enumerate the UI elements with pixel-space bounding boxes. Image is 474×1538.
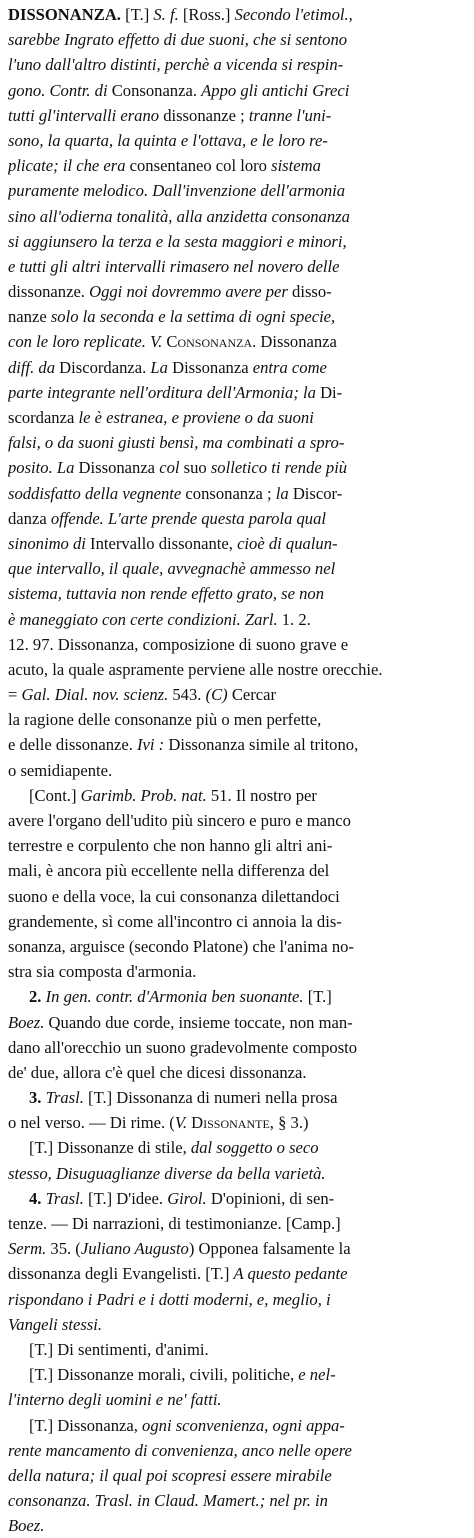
text-run: con le loro replicate. V. xyxy=(8,332,163,352)
entry-line xyxy=(8,808,469,833)
entry-line xyxy=(8,682,469,707)
text-run: Gal. Dial. nov. scienz. xyxy=(21,685,169,705)
entry-line xyxy=(8,607,469,632)
text-run: Boez. xyxy=(8,1516,45,1536)
entry-line xyxy=(8,531,469,556)
text-run: ogni sconvenienza, ogni appa- xyxy=(142,1415,345,1435)
text-run: consentaneo col loro xyxy=(125,156,272,176)
text-run: solo la seconda e la settima di ogni specie, xyxy=(50,307,336,327)
text-run: [T.] Dissonanze morali, civili, politiche, xyxy=(29,1365,299,1385)
text-run: Consonanza xyxy=(166,332,253,352)
text-run: [T.] Dissonanza, xyxy=(29,1415,143,1435)
text-run: tutti gl'intervalli erano xyxy=(8,105,160,125)
text-run: 543. xyxy=(168,685,206,705)
text-run: mali, è ancora più eccellente nella differenza del xyxy=(8,861,330,881)
text-run: l'interno degli uomini e ne' fatti. xyxy=(8,1390,222,1410)
text-run: sinonimo di xyxy=(8,533,86,553)
text-run: Ivi : xyxy=(137,735,165,755)
text-run: danza xyxy=(8,508,51,528)
text-run: tenze. — Di narrazioni, di testimonianze. [Camp.] xyxy=(8,1214,341,1233)
text-run: Serm. xyxy=(8,1239,47,1259)
text-run: Dissonanza xyxy=(74,458,160,478)
text-run: Juliano Augusto xyxy=(80,1239,189,1259)
text-run: gono. Contr. di xyxy=(8,80,108,100)
text-run: stesso, Disuguaglianze diverse da bella varietà. xyxy=(8,1163,326,1183)
entry-line xyxy=(8,1186,469,1211)
entry-line xyxy=(8,380,469,405)
entry-line xyxy=(8,556,469,581)
text-run: stra sia composta d'armonia. xyxy=(8,962,197,982)
entry-line xyxy=(8,254,469,279)
entry-line xyxy=(8,884,469,909)
entry-line xyxy=(8,128,469,153)
text-run: DISSONANZA. xyxy=(8,5,121,24)
text-run: [T.] D'idee. xyxy=(83,1188,168,1208)
text-run: S. f. xyxy=(153,5,179,24)
text-run: , § 3.) xyxy=(269,1113,309,1133)
text-run: Oggi noi dovremmo avere per xyxy=(89,282,288,302)
entry-line xyxy=(8,1010,469,1035)
text-run: disso- xyxy=(287,282,332,302)
entry-line xyxy=(8,78,469,103)
text-run: [T.] Dissonanze di stile, xyxy=(29,1138,191,1158)
text-run: (C) xyxy=(205,685,228,705)
text-run: sarebbe Ingrato effetto di due suoni, che si sentono xyxy=(8,30,348,50)
entry-line xyxy=(8,27,469,52)
text-run: D'opinioni, di sen- xyxy=(206,1188,335,1208)
text-run: puramente melodico. Dall'invenzione dell'armonia xyxy=(8,181,346,201)
entry-line xyxy=(8,758,469,783)
text-run: 1. 2. xyxy=(277,609,311,629)
text-run: o nel verso. — Di rime. ( xyxy=(8,1113,175,1133)
text-run: sistema, tuttavia non rende effetto grato, se non xyxy=(8,584,325,604)
text-run: entra come xyxy=(252,357,327,377)
entry-line xyxy=(8,783,469,808)
entry-line xyxy=(8,858,469,883)
text-run: de' due, allora c'è quel che dicesi dissonanza. xyxy=(8,1062,307,1082)
text-run: Cercar xyxy=(227,685,277,705)
text-run: Dissonante xyxy=(191,1113,270,1133)
text-run: 51. Il nostro per xyxy=(206,785,317,805)
entry-line xyxy=(8,959,469,984)
text-run: posito. La xyxy=(8,458,75,478)
text-run: sono, la quarta, la quinta e l'ottava, e le loro re- xyxy=(8,130,328,150)
entry-line xyxy=(8,1135,469,1160)
text-run: l'uno dall'altro distinti, perchè a vicenda si respin- xyxy=(8,55,344,75)
entry-line xyxy=(8,1362,469,1387)
text-run: e tutti gli altri intervalli rimasero nel novero delle xyxy=(8,256,340,276)
entry-line xyxy=(8,632,469,657)
entry-line xyxy=(8,329,469,354)
text-run: Consonanza. xyxy=(107,80,202,100)
text-run: grandemente, sì come all'incontro ci annoia la dis- xyxy=(8,911,342,931)
text-run: le è estranea, e proviene o da suoni xyxy=(78,408,314,427)
text-run: sino all'odierna tonalità, alla anzidetta consonanza xyxy=(8,206,350,226)
text-run: plicate; il che era xyxy=(8,156,126,176)
entry-line xyxy=(8,355,469,380)
text-run: Trasl. xyxy=(45,1088,84,1108)
entry-line xyxy=(8,430,469,455)
text-run: [Ross.] xyxy=(178,5,235,24)
text-run: [T.] Di sentimenti, d'animi. xyxy=(29,1339,209,1359)
entry-line xyxy=(8,1261,469,1286)
text-run: dano all'orecchio un suono gradevolmente composto xyxy=(8,1037,358,1057)
text-run: Quando due corde, insieme toccate, non man- xyxy=(44,1012,353,1032)
text-run: que intervallo, il quale, avvegnachè ammesso nel xyxy=(8,559,336,579)
text-run: parte integrante nell'orditura dell'Armonia; la xyxy=(8,382,316,402)
text-run: rispondano i Padri e i dotti moderni, e, meglio, i xyxy=(8,1289,331,1309)
text-run: si aggiunsero la terza e la sesta maggiori e minori, xyxy=(8,231,347,251)
entry-line xyxy=(8,657,469,682)
text-run: sonanza, arguisce (secondo Platone) che l'anima no- xyxy=(8,936,354,956)
text-run: Girol. xyxy=(167,1188,207,1208)
text-run: V. xyxy=(174,1113,187,1133)
text-run: rente mancamento di convenienza, anco nelle opere xyxy=(8,1440,352,1460)
entry-line xyxy=(8,2,469,27)
text-run: cioè di qualun- xyxy=(237,533,338,553)
text-run: avere l'organo dell'udito più sincero e puro e manco xyxy=(8,811,351,830)
text-run: offende. L'arte prende questa parola qual xyxy=(50,508,327,528)
text-run: tranne l'uni- xyxy=(248,105,332,125)
text-run: Appo gli antichi Greci xyxy=(201,80,350,100)
text-run: 3. xyxy=(29,1088,46,1108)
text-run: e nel- xyxy=(298,1365,336,1385)
text-run: [Cont.] xyxy=(29,785,81,805)
text-run: diff. da xyxy=(8,357,56,377)
text-run: Dissonanza xyxy=(167,357,253,377)
text-run: Trasl. xyxy=(45,1188,84,1208)
entry-line xyxy=(8,1211,469,1236)
text-run: La xyxy=(150,357,168,377)
text-run: terrestre e corpulento che non hanno gli altri ani- xyxy=(8,836,333,856)
text-run: della natura; il qual poi scopresi essere mirabile xyxy=(8,1465,332,1485)
entry-line xyxy=(8,984,469,1009)
text-run: 35. ( xyxy=(46,1239,81,1259)
text-run: sistema xyxy=(271,156,321,176)
text-run: Discor- xyxy=(288,483,343,503)
text-run: scordanza xyxy=(8,408,79,427)
entry-line xyxy=(8,178,469,203)
entry-line xyxy=(8,1438,469,1463)
entry-line xyxy=(8,1513,469,1538)
entry-line xyxy=(8,103,469,128)
entry-line xyxy=(8,909,469,934)
text-run: Vangeli stessi. xyxy=(8,1314,103,1334)
entry-line xyxy=(8,204,469,229)
text-run: Di- xyxy=(315,382,343,402)
text-run: soddisfatto della vegnente xyxy=(8,483,182,503)
text-run: Discordanza. xyxy=(55,357,151,377)
entry-line xyxy=(8,1287,469,1312)
entry-line xyxy=(8,1413,469,1438)
text-run: la ragione delle consonanze più o men perfette, xyxy=(8,710,322,730)
text-run: ) Opponea falsamente la xyxy=(188,1239,351,1259)
text-run: solletico ti rende più xyxy=(210,458,348,478)
text-run: o semidiapente. xyxy=(8,760,113,780)
entry-line xyxy=(8,1337,469,1362)
text-run: Boez. xyxy=(8,1012,45,1032)
entry-line xyxy=(8,1110,469,1135)
entry-line xyxy=(8,229,469,254)
entry-line xyxy=(8,1463,469,1488)
text-run: dissonanze ; xyxy=(159,105,249,125)
text-run: suono e della voce, la cui consonanza dilettandoci xyxy=(8,886,340,906)
text-run: consonanza. Trasl. in Claud. Mamert.; nel pr. in xyxy=(8,1491,328,1511)
text-run: dissonanza degli Evangelisti. [T.] xyxy=(8,1264,234,1284)
entry-line xyxy=(8,732,469,757)
text-run: Garimb. Prob. nat. xyxy=(80,785,207,805)
entry-line xyxy=(8,833,469,858)
text-run: acuto, la quale aspramente perviene alle nostre orecchie. xyxy=(8,659,383,679)
entry-line xyxy=(8,1312,469,1337)
text-run: [T.] xyxy=(303,987,332,1007)
entry-line xyxy=(8,1161,469,1186)
text-run: nanze xyxy=(8,307,51,327)
entry-line xyxy=(8,1236,469,1261)
text-run: dissonanze. xyxy=(8,282,90,302)
text-run: la xyxy=(275,483,289,503)
entry-line xyxy=(8,153,469,178)
text-run: consonanza ; xyxy=(181,483,276,503)
text-run: 4. xyxy=(29,1188,46,1208)
text-run: Dissonanza simile al tritono, xyxy=(164,735,359,755)
entry-line xyxy=(8,279,469,304)
entry-line xyxy=(8,707,469,732)
text-run: è maneggiato con certe condizioni. Zarl. xyxy=(8,609,278,629)
text-run: falsi, o da suoni giusti bensì, ma combinati a spro- xyxy=(8,433,345,453)
entry-line xyxy=(8,1387,469,1412)
text-run: Intervallo dissonante, xyxy=(85,533,238,553)
text-run: In gen. contr. d'Armonia ben suonante. xyxy=(45,987,304,1007)
entry-line xyxy=(8,1488,469,1513)
entry-line xyxy=(8,1085,469,1110)
entry-line xyxy=(8,52,469,77)
text-run: col xyxy=(159,458,180,478)
text-run: A questo pedante xyxy=(233,1264,348,1284)
entry-line xyxy=(8,934,469,959)
entry-line xyxy=(8,581,469,606)
text-run: suo xyxy=(179,458,211,478)
entry-line xyxy=(8,1060,469,1085)
entry-line xyxy=(8,455,469,480)
entry-line xyxy=(8,1035,469,1060)
text-run: e delle dissonanze. xyxy=(8,735,138,755)
entry-line xyxy=(8,304,469,329)
text-run: 12. 97. Dissonanza, composizione di suono grave e xyxy=(8,634,349,654)
text-run: [T.] Dissonanza di numeri nella prosa xyxy=(83,1088,338,1108)
text-run: 2. xyxy=(29,987,46,1007)
text-run: . Dissonanza xyxy=(252,332,337,352)
entry-line xyxy=(8,405,469,430)
entry-line xyxy=(8,481,469,506)
text-run: [T.] xyxy=(120,5,154,24)
entry-line xyxy=(8,506,469,531)
text-run: dal soggetto o seco xyxy=(190,1138,319,1158)
text-run: = xyxy=(8,685,22,705)
text-run: Secondo l'etimol., xyxy=(234,5,353,24)
